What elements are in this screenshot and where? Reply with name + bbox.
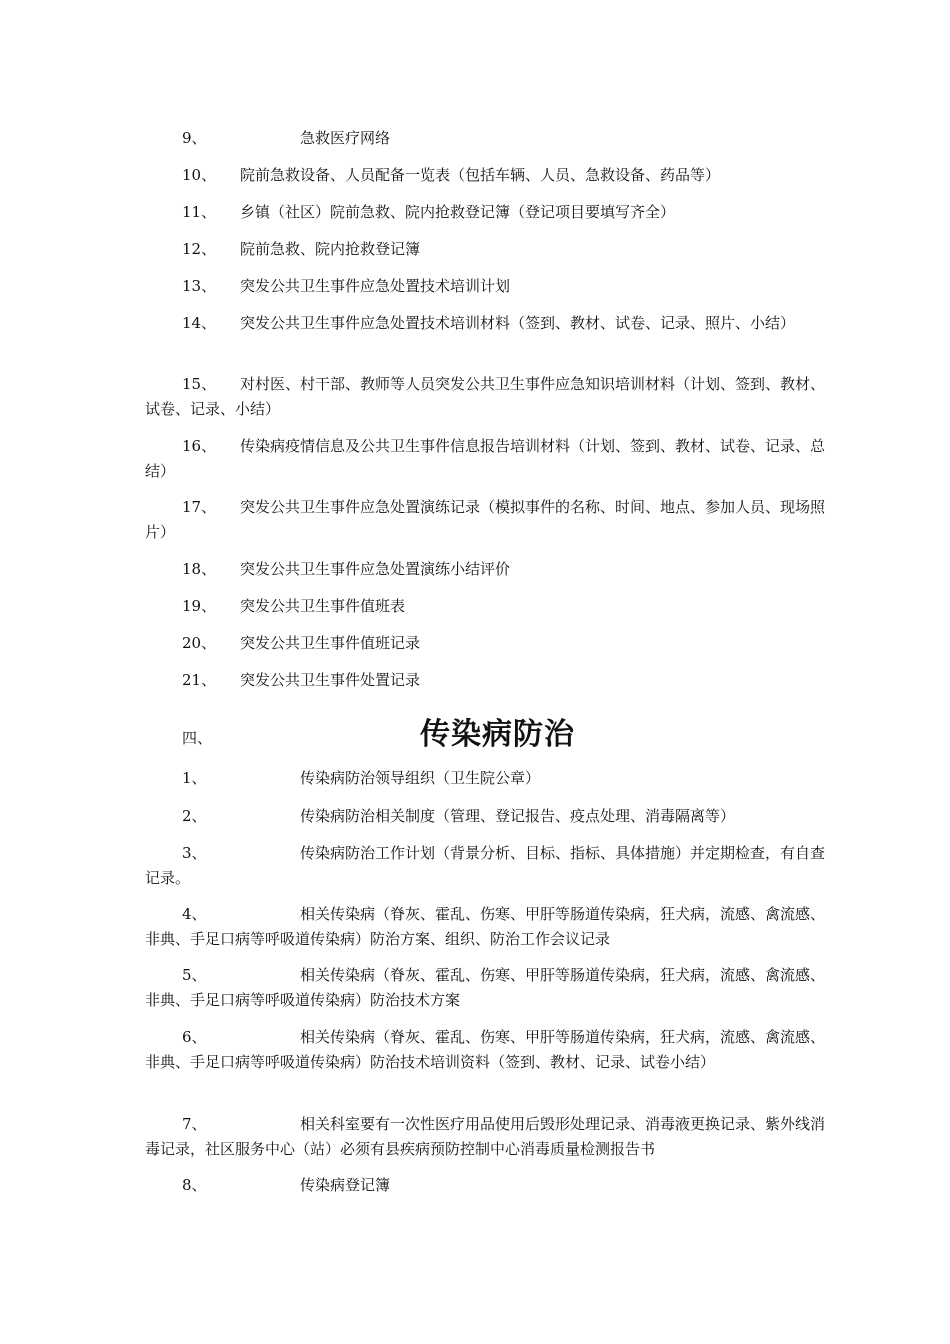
item-number: 1、 [182, 769, 207, 787]
section-heading [145, 705, 825, 755]
section-number: 四、 [182, 729, 213, 747]
item-text: 传染病疫情信息及公共卫生事件信息报告培训材料（计划、签到、教材、试卷、记录、总结） [145, 437, 826, 480]
item-number: 7、 [182, 1115, 207, 1133]
list-item [145, 841, 825, 891]
item-text: 突发公共卫生事件应急处置演练记录（模拟事件的名称、时间、地点、参加人员、现场照片） [145, 498, 826, 541]
item-text: 院前急救设备、人员配备一览表（包括车辆、人员、急救设备、药品等） [240, 166, 721, 184]
list-item [145, 668, 825, 693]
item-text: 突发公共卫生事件值班记录 [240, 634, 421, 652]
item-number: 14、 [182, 314, 217, 332]
item-number: 8、 [182, 1176, 207, 1194]
item-number: 15、 [182, 375, 217, 393]
list-item [145, 495, 825, 545]
item-text: 突发公共卫生事件应急处置技术培训计划 [240, 277, 511, 295]
item-number: 6、 [182, 1028, 207, 1046]
list-item [145, 902, 825, 952]
list-item [145, 963, 825, 1013]
list-item [145, 1173, 825, 1198]
item-text: 传染病防治工作计划（背景分析、目标、指标、具体措施）并定期检查，有自查记录。 [145, 844, 826, 887]
item-text: 传染病防治相关制度（管理、登记报告、疫点处理、消毒隔离等） [300, 807, 736, 825]
list-item [145, 126, 825, 151]
list-item [145, 1112, 825, 1162]
list-item [145, 804, 825, 829]
list-item [145, 557, 825, 582]
item-text: 突发公共卫生事件处置记录 [240, 671, 421, 689]
item-number: 2、 [182, 807, 207, 825]
item-text: 传染病防治领导组织（卫生院公章） [300, 769, 541, 787]
item-text: 乡镇（社区）院前急救、院内抢救登记簿（登记项目要填写齐全） [240, 203, 676, 221]
list-item [145, 594, 825, 619]
item-number: 11、 [182, 203, 217, 221]
list-item [145, 766, 825, 791]
item-text: 突发公共卫生事件值班表 [240, 597, 406, 615]
list-item [145, 163, 825, 188]
item-text: 传染病登记簿 [300, 1176, 391, 1194]
item-number: 5、 [182, 966, 207, 984]
item-text: 相关传染病（脊灰、霍乱、伤寒、甲肝等肠道传染病，狂犬病，流感、禽流感、非典、手足口病等呼吸道传染病）防治技术培训资料（签到、教材、记录、试卷小结） [145, 1028, 826, 1071]
item-number: 12、 [182, 240, 217, 258]
item-text: 突发公共卫生事件应急处置技术培训材料（签到、教材、试卷、记录、照片、小结） [240, 314, 796, 332]
list-item [145, 311, 825, 336]
item-number: 16、 [182, 437, 217, 455]
list-item [145, 1025, 825, 1075]
list-item [145, 372, 825, 422]
item-text: 相关传染病（脊灰、霍乱、伤寒、甲肝等肠道传染病，狂犬病，流感、禽流感、非典、手足口病等呼吸道传染病）防治方案、组织、防治工作会议记录 [145, 905, 826, 948]
item-text: 相关科室要有一次性医疗用品使用后毁形处理记录、消毒液更换记录、紫外线消毒记录，社区服务中心（站）必须有县疾病预防控制中心消毒质量检测报告书 [145, 1115, 826, 1158]
item-number: 17、 [182, 498, 217, 516]
item-number: 9、 [182, 129, 207, 147]
list-item [145, 434, 825, 484]
item-number: 4、 [182, 905, 207, 923]
item-text: 急救医疗网络 [300, 129, 391, 147]
item-number: 21、 [182, 671, 217, 689]
list-item [145, 631, 825, 656]
item-number: 13、 [182, 277, 217, 295]
list-item [145, 237, 825, 262]
item-number: 19、 [182, 597, 217, 615]
item-text: 院前急救、院内抢救登记簿 [240, 240, 421, 258]
item-text: 相关传染病（脊灰、霍乱、伤寒、甲肝等肠道传染病，狂犬病，流感、禽流感、非典、手足口病等呼吸道传染病）防治技术方案 [145, 966, 826, 1009]
item-number: 20、 [182, 634, 217, 652]
list-item [145, 200, 825, 225]
list-item [145, 274, 825, 299]
item-number: 18、 [182, 560, 217, 578]
item-text: 突发公共卫生事件应急处置演练小结评价 [240, 560, 511, 578]
section-title: 传染病防治 [420, 717, 575, 752]
item-number: 10、 [182, 166, 217, 184]
item-number: 3、 [182, 844, 207, 862]
item-text: 对村医、村干部、教师等人员突发公共卫生事件应急知识培训材料（计划、签到、教材、试卷、记录、小结） [145, 375, 826, 418]
